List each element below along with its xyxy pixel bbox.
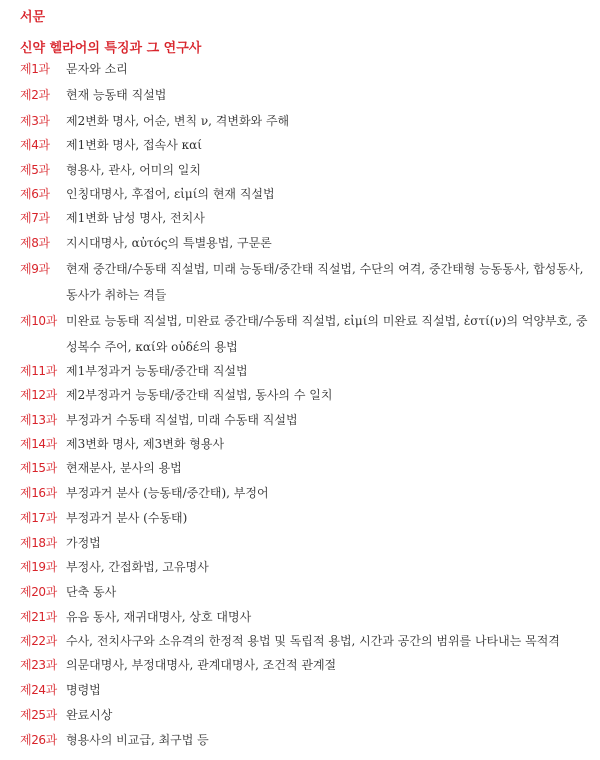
chapter-title: 형용사의 비교급, 최구법 등 xyxy=(66,733,209,747)
chapter-title: 미완료 능동태 직설법, 미완료 중간태/수동태 직설법, εἰμί의 미완료 직설법, ἐστί(ν)의 억양부호, 중성복수 주어, καί와 οὐδέ의 용법 xyxy=(66,314,588,354)
toc-entry-4 xyxy=(20,132,592,158)
chapter-title: 부정과거 분사 (수동태) xyxy=(66,511,188,525)
chapter-number: 제9과 xyxy=(20,262,50,276)
chapter-number: 제20과 xyxy=(20,585,57,599)
toc-entry-10 xyxy=(20,308,592,360)
chapter-title: 지시대명사, αὐτός의 특별용법, 구문론 xyxy=(66,236,272,250)
toc-entry-13 xyxy=(20,407,592,433)
chapter-title: 현재 중간태/수동태 직설법, 미래 능동태/중간태 직설법, 수단의 여격, 중간태형 능동동사, 합성동사, 동사가 취하는 격들 xyxy=(66,262,584,302)
chapter-number: 제25과 xyxy=(20,708,57,722)
chapter-number: 제11과 xyxy=(20,364,57,378)
toc-entry-21 xyxy=(20,604,592,630)
toc-entry-16 xyxy=(20,480,592,506)
chapter-title: 문자와 소리 xyxy=(66,62,128,76)
chapter-number: 제24과 xyxy=(20,683,57,697)
toc-entry-15 xyxy=(20,455,592,481)
chapter-number: 제23과 xyxy=(20,658,57,672)
chapter-title: 단축 동사 xyxy=(66,585,117,599)
toc-entry-24 xyxy=(20,677,592,703)
toc-entry-5 xyxy=(20,157,592,183)
chapter-title: 의문대명사, 부정대명사, 관계대명사, 조건적 관계절 xyxy=(66,658,337,672)
chapter-number: 제6과 xyxy=(20,187,50,201)
chapter-title: 제2부정과거 능동태/중간태 직설법, 동사의 수 일치 xyxy=(66,388,333,402)
toc-entry-1 xyxy=(20,56,592,82)
toc-entry-9 xyxy=(20,256,592,308)
toc-entry-8 xyxy=(20,230,592,256)
chapter-number: 제10과 xyxy=(20,314,57,328)
chapter-number: 제4과 xyxy=(20,138,50,152)
toc-entry-14 xyxy=(20,431,592,457)
chapter-number: 제13과 xyxy=(20,413,57,427)
chapter-number: 제17과 xyxy=(20,511,57,525)
chapter-number: 제14과 xyxy=(20,437,57,451)
toc-entry-11 xyxy=(20,358,592,384)
chapter-title: 현재 능동태 직설법 xyxy=(66,88,167,102)
toc-entry-19 xyxy=(20,554,592,580)
toc-entry-17 xyxy=(20,505,592,531)
chapter-title: 부정사, 간접화법, 고유명사 xyxy=(66,560,209,574)
chapter-title: 제3변화 명사, 제3변화 형용사 xyxy=(66,437,225,451)
chapter-number: 제22과 xyxy=(20,634,57,648)
toc-entry-23 xyxy=(20,652,592,678)
chapter-number: 제16과 xyxy=(20,486,57,500)
chapter-title: 형용사, 관사, 어미의 일치 xyxy=(66,163,201,177)
chapter-number: 제2과 xyxy=(20,88,50,102)
chapter-number: 제12과 xyxy=(20,388,57,402)
chapter-title: 유음 동사, 재귀대명사, 상호 대명사 xyxy=(66,610,252,624)
chapter-title: 제1부정과거 능동태/중간태 직설법 xyxy=(66,364,248,378)
chapter-number: 제21과 xyxy=(20,610,57,624)
chapter-title: 가정법 xyxy=(66,536,101,550)
toc-entry-25 xyxy=(20,702,592,728)
chapter-number: 제26과 xyxy=(20,733,57,747)
chapter-number: 제3과 xyxy=(20,114,50,128)
toc-entry-12 xyxy=(20,382,592,408)
toc-entry-7 xyxy=(20,205,592,231)
chapter-number: 제15과 xyxy=(20,461,57,475)
toc-entry-3 xyxy=(20,108,592,134)
chapter-number: 제18과 xyxy=(20,536,57,550)
chapter-number: 제7과 xyxy=(20,211,50,225)
chapter-title: 현재분사, 분사의 용법 xyxy=(66,461,182,475)
chapter-number: 제19과 xyxy=(20,560,57,574)
toc-entry-18 xyxy=(20,530,592,556)
chapter-title: 인칭대명사, 후접어, εἰμί의 현재 직설법 xyxy=(66,187,275,201)
chapter-number: 제8과 xyxy=(20,236,50,250)
preface-heading: 서문 xyxy=(20,10,46,25)
chapter-title: 수사, 전치사구와 소유격의 한정적 용법 및 독립적 용법, 시간과 공간의 범위를 나타내는 목적격 xyxy=(66,634,560,648)
toc-entry-2 xyxy=(20,82,592,108)
chapter-title: 제1변화 명사, 접속사 καί xyxy=(66,138,202,152)
chapter-title: 완료시상 xyxy=(66,708,113,722)
toc-entry-26 xyxy=(20,727,592,753)
chapter-title: 명령법 xyxy=(66,683,101,697)
toc-entry-20 xyxy=(20,579,592,605)
chapter-title: 부정과거 분사 (능동태/중간태), 부정어 xyxy=(66,486,269,500)
toc-entry-22 xyxy=(20,628,592,654)
chapter-title: 제1변화 남성 명사, 전치사 xyxy=(66,211,205,225)
chapter-number: 제5과 xyxy=(20,163,50,177)
chapter-title: 부정과거 수동태 직설법, 미래 수동태 직설법 xyxy=(66,413,298,427)
intro-heading: 신약 헬라어의 특징과 그 연구사 xyxy=(20,41,202,56)
toc-entry-6 xyxy=(20,181,592,207)
chapter-title: 제2변화 명사, 어순, 변칙 ν, 격변화와 주해 xyxy=(66,114,290,128)
chapter-number: 제1과 xyxy=(20,62,50,76)
